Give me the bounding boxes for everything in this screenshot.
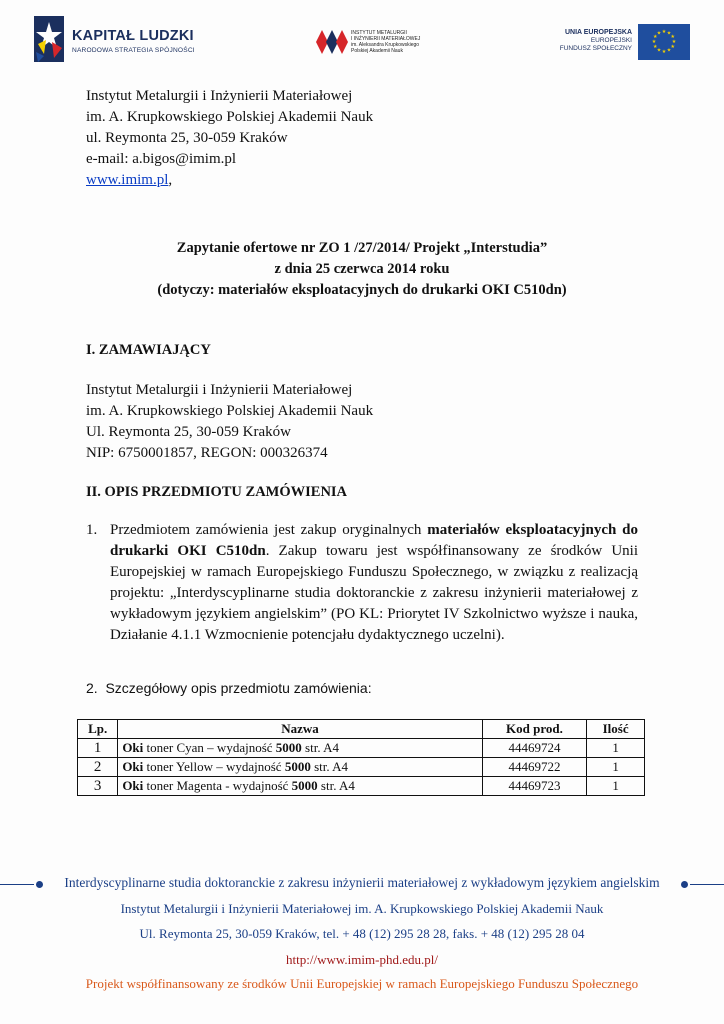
kapital-ludzki-emblem-icon	[32, 14, 66, 64]
document-title	[60, 238, 664, 301]
row-lp: 3	[78, 777, 118, 796]
row-name-b: str. A4	[310, 759, 349, 774]
footer-contact	[0, 926, 724, 942]
svg-text:★: ★	[656, 47, 662, 54]
table-header-row	[78, 720, 645, 739]
imim-logo-line-3: im. Aleksandra Krupkowskiego	[351, 42, 420, 48]
sender-address-line-2: im. A. Krupkowskiego Polskiej Akademii Nauk	[86, 109, 374, 125]
row-lp: 2	[78, 758, 118, 777]
title-line-1: Zapytanie ofertowe nr ZO 1 /27/2014/ Projekt „Interstudia”	[176, 240, 548, 256]
imim-emblem-icon	[316, 28, 348, 56]
footer-cofinance-note: Projekt współfinansowany ze środków Unii Europejskiej w ramach Europejskiego Funduszu Społecznego	[85, 976, 639, 991]
website-link[interactable]: www.imim.pl	[86, 172, 169, 188]
section-1-heading: I. ZAMAWIAJĄCY	[86, 342, 211, 358]
eu-flag-icon	[638, 24, 690, 60]
svg-text:★: ★	[671, 39, 677, 45]
list-item-2-number: 2.	[86, 680, 98, 696]
footer-address: Ul. Reymonta 25, 30-059 Kraków,	[139, 926, 320, 941]
row-yield: 5000	[291, 778, 318, 793]
svg-text:★: ★	[661, 49, 667, 55]
row-name	[118, 739, 482, 758]
item-1-text-b: . Zakup towaru jest współfinansowany ze środków Unii Europejskiej w ramach Europejskiego Funduszu Społecznego, w związku z realizacją projektu: „Interdyscyplinarne studia doktoranckie z zakresu inżynierii materiałowej z wykładowym językiem angielskim” (PO KL: Priorytet IV Szkolnictwo wyższe i nauka, Działanie 4.1.1 Wzmocnienie potencjału dydaktycznego uczelni).	[110, 543, 639, 643]
header-name: Nazwa	[118, 720, 482, 739]
footer-phone: tel. + 48 (12) 295 28 28, faks. + 48 (12) 295 28 04	[319, 926, 585, 941]
row-brand: Oki	[122, 759, 144, 774]
section-2-heading: II. OPIS PRZEDMIOTU ZAMÓWIENIA	[86, 484, 348, 500]
sender-address-line-1: Instytut Metalurgii i Inżynierii Materiałowej	[86, 88, 353, 104]
row-lp: 1	[78, 739, 118, 758]
buyer-tax-ids: NIP: 6750001857, REGON: 000326374	[86, 445, 328, 461]
row-code: 44469723	[482, 777, 587, 796]
footer-project-name	[0, 875, 724, 891]
header-lp: Lp.	[78, 720, 118, 739]
svg-text:★: ★	[656, 30, 662, 37]
svg-text:★: ★	[670, 44, 675, 50]
header-qty: Ilość	[587, 720, 645, 739]
kapital-ludzki-logo	[32, 14, 202, 66]
row-brand: Oki	[122, 778, 144, 793]
svg-text:★: ★	[670, 34, 675, 40]
row-name-b: str. A4	[301, 740, 340, 755]
title-line-2: z dnia 25 czerwca 2014 roku	[274, 261, 450, 277]
sender-website-line	[86, 170, 373, 191]
list-item-1-number: 1.	[86, 522, 98, 538]
imim-logo-line-2: I INŻYNIERII MATERIAŁOWEJ	[351, 36, 421, 42]
row-code: 44469722	[482, 758, 587, 777]
svg-text:★: ★	[661, 29, 667, 35]
footer-institute: Instytut Metalurgii i Inżynierii Materiałowej im. A. Krupkowskiego Polskiej Akademii Nauk	[120, 901, 604, 916]
row-name	[118, 777, 482, 796]
eu-logo	[540, 24, 690, 64]
table-row	[78, 777, 645, 796]
eu-logo-line-1: UNIA EUROPEJSKA	[564, 29, 632, 36]
buyer-address	[86, 380, 373, 464]
item-1-text-bold: materiałów eksploatacyjnych do drukarki OKI C510dn	[110, 522, 638, 559]
list-item-1-text	[110, 520, 638, 646]
kapital-ludzki-title: KAPITAŁ LUDZKI	[72, 28, 194, 44]
svg-text:★: ★	[653, 34, 658, 40]
list-item-2	[86, 680, 372, 696]
imim-logo-line-4: Polskiej Akademii Nauk	[351, 48, 403, 54]
table-row	[78, 758, 645, 777]
row-name-a: toner Magenta - wydajność	[143, 778, 292, 793]
row-name-a: toner Yellow – wydajność	[143, 759, 285, 774]
title-line-3: (dotyczy: materiałów eksploatacyjnych do drukarki OKI C510dn)	[157, 282, 567, 298]
svg-text:★: ★	[666, 30, 672, 37]
footer-website-link[interactable]: http://www.imim-phd.edu.pl/	[286, 952, 438, 967]
row-brand: Oki	[122, 740, 144, 755]
eu-logo-line-2: EUROPEJSKI	[590, 37, 632, 44]
sender-address	[86, 86, 373, 191]
imim-logo-line-1: INSTYTUT METALURGII	[351, 30, 407, 36]
row-name	[118, 758, 482, 777]
imim-logo	[316, 28, 446, 62]
buyer-address-line-1: Instytut Metalurgii i Inżynierii Materiałowej	[86, 382, 353, 398]
row-qty: 1	[587, 758, 645, 777]
row-name-b: str. A4	[317, 778, 355, 793]
table-row	[78, 739, 645, 758]
website-suffix: ,	[168, 172, 173, 188]
row-qty: 1	[587, 777, 645, 796]
row-qty: 1	[587, 739, 645, 758]
footer-project-name-text: Interdyscyplinarne studia doktoranckie z zakresu inżynierii materiałowej z wykładowym językiem angielskim	[58, 875, 665, 890]
buyer-address-line-3: Ul. Reymonta 25, 30-059 Kraków	[86, 424, 291, 440]
buyer-address-line-2: im. A. Krupkowskiego Polskiej Akademii Nauk	[86, 403, 374, 419]
svg-text:★: ★	[666, 47, 672, 54]
sender-address-line-3: ul. Reymonta 25, 30-059 Kraków	[86, 130, 288, 146]
svg-text:★: ★	[651, 39, 657, 45]
item-1-text-a: Przedmiotem zamówienia jest zakup oryginalnych	[110, 522, 428, 538]
list-item-2-text: Szczegółowy opis przedmiotu zamówienia:	[105, 680, 372, 696]
eu-logo-text	[560, 28, 632, 53]
row-yield: 5000	[275, 740, 302, 755]
row-code: 44469724	[482, 739, 587, 758]
row-yield: 5000	[284, 759, 311, 774]
sender-email: e-mail: a.bigos@imim.pl	[86, 151, 237, 167]
eu-logo-line-3: FUNDUSZ SPOŁECZNY	[559, 45, 632, 52]
svg-text:★: ★	[653, 44, 658, 50]
kapital-ludzki-subtitle: NARODOWA STRATEGIA SPÓJNOŚCI	[72, 47, 195, 54]
header-code: Kod prod.	[482, 720, 587, 739]
row-name-a: toner Cyan – wydajność	[143, 740, 276, 755]
products-table	[77, 719, 645, 796]
